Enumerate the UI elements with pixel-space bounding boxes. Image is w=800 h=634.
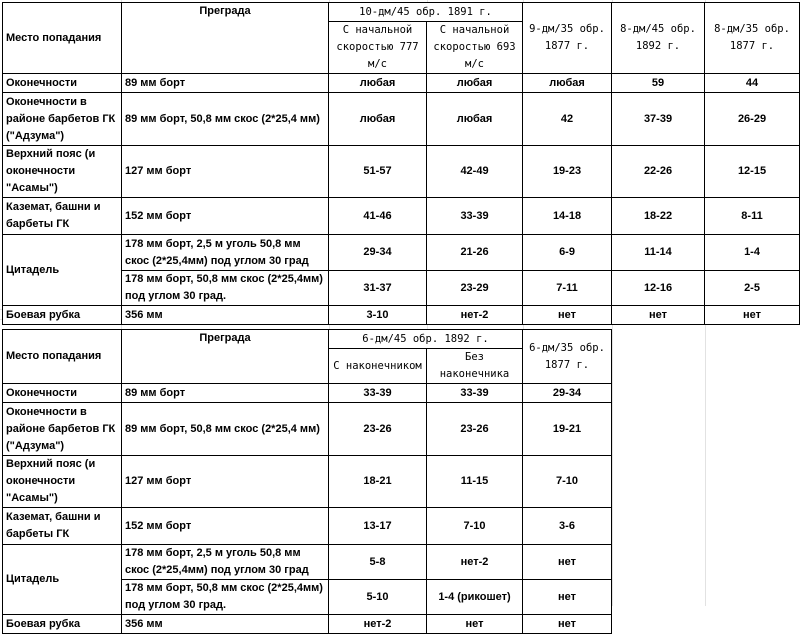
location-cell: Цитадель — [3, 235, 122, 306]
obstacle-cell: 178 мм борт, 2,5 м уголь 50,8 мм скос (2*25,4мм) под углом 30 град — [122, 545, 329, 580]
value-cell: любая — [329, 74, 427, 93]
location-cell: Цитадель — [3, 545, 122, 615]
location-cell: Оконечности — [3, 384, 122, 403]
table-row — [3, 198, 800, 235]
value-cell: 11-15 — [427, 456, 523, 508]
value-cell: 22-26 — [612, 146, 705, 198]
value-cell: 1-4 — [705, 235, 800, 271]
header-velocity-693: С начальной скоростью 693 м/с — [427, 22, 523, 74]
table-row — [3, 615, 612, 634]
table-row — [3, 456, 612, 508]
location-cell: Каземат, башни и барбеты ГК — [3, 508, 122, 545]
obstacle-cell: 89 мм борт — [122, 384, 329, 403]
header-uncapped: Без наконечника — [427, 349, 523, 384]
table-row — [3, 93, 800, 146]
value-cell: 59 — [612, 74, 705, 93]
header-location: Место попадания — [3, 330, 122, 384]
header-velocity-777: С начальной скоростью 777 м/с — [329, 22, 427, 74]
header-location: Место попадания — [3, 3, 122, 74]
value-cell: нет-2 — [427, 306, 523, 325]
value-cell: 31-37 — [329, 271, 427, 306]
value-cell: нет — [523, 580, 612, 615]
value-cell: 26-29 — [705, 93, 800, 146]
value-cell: 41-46 — [329, 198, 427, 235]
location-cell: Верхний пояс (и оконечности "Асамы") — [3, 456, 122, 508]
value-cell: 13-17 — [329, 508, 427, 545]
table-row — [3, 306, 800, 325]
value-cell: 42 — [523, 93, 612, 146]
value-cell: 3-10 — [329, 306, 427, 325]
value-cell: 42-49 — [427, 146, 523, 198]
table-row — [3, 235, 800, 271]
value-cell: 29-34 — [329, 235, 427, 271]
value-cell: любая — [329, 93, 427, 146]
table-row — [3, 74, 800, 93]
table-row — [3, 508, 612, 545]
location-cell: Каземат, башни и барбеты ГК — [3, 198, 122, 235]
obstacle-cell: 89 мм борт, 50,8 мм скос (2*25,4 мм) — [122, 403, 329, 456]
value-cell: 3-6 — [523, 508, 612, 545]
value-cell: нет — [427, 615, 523, 634]
obstacle-cell: 127 мм борт — [122, 146, 329, 198]
value-cell: 7-11 — [523, 271, 612, 306]
obstacle-cell: 356 мм — [122, 615, 329, 634]
value-cell: нет-2 — [329, 615, 427, 634]
value-cell: нет — [523, 615, 612, 634]
header-gun-8in-35: 8-дм/35 обр. 1877 г. — [705, 3, 800, 74]
value-cell: 19-23 — [523, 146, 612, 198]
value-cell: любая — [427, 93, 523, 146]
value-cell: 12-16 — [612, 271, 705, 306]
value-cell: 29-34 — [523, 384, 612, 403]
obstacle-cell: 178 мм борт, 2,5 м уголь 50,8 мм скос (2*25,4мм) под углом 30 град — [122, 235, 329, 271]
location-cell: Оконечности в районе барбетов ГК ("Адзума") — [3, 93, 122, 146]
location-cell: Оконечности в районе барбетов ГК ("Адзума") — [3, 403, 122, 456]
value-cell: 12-15 — [705, 146, 800, 198]
value-cell: нет-2 — [427, 545, 523, 580]
value-cell: 18-21 — [329, 456, 427, 508]
value-cell: 5-8 — [329, 545, 427, 580]
value-cell: 7-10 — [427, 508, 523, 545]
header-gun-6in-45: 6-дм/45 обр. 1892 г. — [329, 330, 523, 349]
value-cell: 51-57 — [329, 146, 427, 198]
value-cell: 33-39 — [427, 384, 523, 403]
header-gun-6in-35: 6-дм/35 обр. 1877 г. — [523, 330, 612, 384]
value-cell: 23-26 — [427, 403, 523, 456]
header-gun-9in: 9-дм/35 обр. 1877 г. — [523, 3, 612, 74]
value-cell: 5-10 — [329, 580, 427, 615]
value-cell: 23-29 — [427, 271, 523, 306]
value-cell: 33-39 — [329, 384, 427, 403]
header-gun-10in: 10-дм/45 обр. 1891 г. — [329, 3, 523, 22]
value-cell: 1-4 (рикошет) — [427, 580, 523, 615]
obstacle-cell: 178 мм борт, 50,8 мм скос (2*25,4мм) под углом 30 град. — [122, 271, 329, 306]
value-cell: 6-9 — [523, 235, 612, 271]
location-cell: Верхний пояс (и оконечности "Асамы") — [3, 146, 122, 198]
value-cell: 23-26 — [329, 403, 427, 456]
header-obstacle: Преграда — [122, 330, 329, 384]
obstacle-cell: 178 мм борт, 50,8 мм скос (2*25,4мм) под углом 30 град. — [122, 580, 329, 615]
obstacle-cell: 89 мм борт — [122, 74, 329, 93]
value-cell: 11-14 — [612, 235, 705, 271]
header-gun-8in-45: 8-дм/45 обр. 1892 г. — [612, 3, 705, 74]
table-row — [3, 146, 800, 198]
value-cell: нет — [612, 306, 705, 325]
value-cell: 8-11 — [705, 198, 800, 235]
value-cell: 21-26 — [427, 235, 523, 271]
value-cell: 2-5 — [705, 271, 800, 306]
value-cell: 33-39 — [427, 198, 523, 235]
table-row — [3, 545, 612, 580]
header-obstacle: Преграда — [122, 3, 329, 74]
location-cell: Боевая рубка — [3, 306, 122, 325]
obstacle-cell: 356 мм — [122, 306, 329, 325]
table-row — [3, 403, 612, 456]
value-cell: 19-21 — [523, 403, 612, 456]
value-cell: нет — [523, 306, 612, 325]
value-cell: 7-10 — [523, 456, 612, 508]
obstacle-cell: 127 мм борт — [122, 456, 329, 508]
value-cell: 14-18 — [523, 198, 612, 235]
value-cell: нет — [705, 306, 800, 325]
header-capped: С наконечником — [329, 349, 427, 384]
value-cell: любая — [523, 74, 612, 93]
table-row — [3, 384, 612, 403]
penetration-table-6in-guns — [2, 329, 612, 634]
value-cell: 37-39 — [612, 93, 705, 146]
location-cell: Оконечности — [3, 74, 122, 93]
value-cell: 18-22 — [612, 198, 705, 235]
obstacle-cell: 152 мм борт — [122, 508, 329, 545]
location-cell: Боевая рубка — [3, 615, 122, 634]
penetration-table-large-guns — [2, 2, 800, 325]
obstacle-cell: 89 мм борт, 50,8 мм скос (2*25,4 мм) — [122, 93, 329, 146]
table-row — [3, 271, 800, 306]
value-cell: нет — [523, 545, 612, 580]
obstacle-cell: 152 мм борт — [122, 198, 329, 235]
value-cell: любая — [427, 74, 523, 93]
value-cell: 44 — [705, 74, 800, 93]
